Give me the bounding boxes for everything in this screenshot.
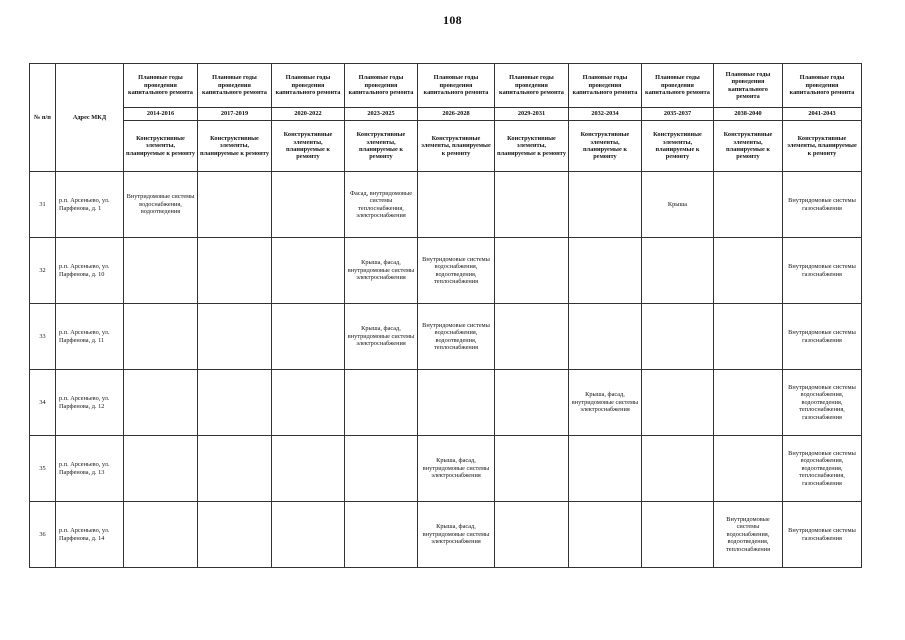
work-cell — [569, 304, 642, 370]
work-cell — [198, 172, 272, 238]
work-cell: Крыша — [642, 172, 714, 238]
header-elements: Конструктивные элементы, планируемые к ремонту — [198, 121, 272, 172]
header-planned-years: Плановые годы проведения капитального ремонта — [569, 64, 642, 108]
row-address: р.п. Арсеньево, ул. Парфенова, д. 11 — [56, 304, 124, 370]
work-cell — [124, 502, 198, 568]
work-cell — [642, 502, 714, 568]
work-cell — [345, 436, 418, 502]
work-cell — [345, 502, 418, 568]
row-number: 31 — [30, 172, 56, 238]
work-cell — [345, 370, 418, 436]
work-cell — [569, 238, 642, 304]
header-row-periods — [30, 108, 862, 121]
work-cell — [418, 172, 495, 238]
work-cell: Внутридомовые системы газоснабжения — [783, 238, 862, 304]
header-planned-years: Плановые годы проведения капитального ремонта — [642, 64, 714, 108]
work-cell: Крыша, фасад, внутридомовые системы электроснабжения — [345, 238, 418, 304]
work-cell — [495, 502, 569, 568]
work-cell: Внутридомовые системы водоснабжения, водоотведения, теплоснабжения, газоснабжения — [783, 436, 862, 502]
header-planned-years: Плановые годы проведения капитального ремонта — [783, 64, 862, 108]
work-cell — [642, 436, 714, 502]
work-cell — [418, 370, 495, 436]
header-planned-years: Плановые годы проведения капитального ремонта — [198, 64, 272, 108]
repair-schedule-table — [29, 63, 862, 568]
work-cell: Крыша, фасад, внутридомовые системы электроснабжения — [418, 436, 495, 502]
header-elements: Конструктивные элементы, планируемые к ремонту — [418, 121, 495, 172]
work-cell — [272, 304, 345, 370]
work-cell: Фасад, внутридомовые системы теплоснабжения, электроснабжения — [345, 172, 418, 238]
work-cell — [714, 304, 783, 370]
header-elements: Конструктивные элементы, планируемые к ремонту — [642, 121, 714, 172]
work-cell — [569, 502, 642, 568]
work-cell — [198, 502, 272, 568]
work-cell — [714, 436, 783, 502]
header-period: 2041-2043 — [783, 108, 862, 121]
row-address: р.п. Арсеньево, ул. Парфенова, д. 1 — [56, 172, 124, 238]
header-period: 2032-2034 — [569, 108, 642, 121]
work-cell — [495, 304, 569, 370]
work-cell — [198, 238, 272, 304]
table-row — [30, 370, 862, 436]
row-number: 34 — [30, 370, 56, 436]
table-row — [30, 436, 862, 502]
work-cell — [642, 370, 714, 436]
header-planned-years: Плановые годы проведения капитального ремонта — [124, 64, 198, 108]
header-planned-years: Плановые годы проведения капитального ремонта — [345, 64, 418, 108]
work-cell — [569, 172, 642, 238]
header-elements: Конструктивные элементы, планируемые к ремонту — [272, 121, 345, 172]
table-row — [30, 172, 862, 238]
work-cell: Внутридомовые системы водоснабжения, водоотведения, теплоснабжения — [418, 238, 495, 304]
work-cell: Внутридомовые системы водоснабжения, водоотведения — [124, 172, 198, 238]
header-row-planned-years — [30, 64, 862, 108]
header-elements: Конструктивные элементы, планируемые к ремонту — [495, 121, 569, 172]
table-body — [30, 172, 862, 568]
work-cell — [272, 172, 345, 238]
header-elements: Конструктивные элементы, планируемые к ремонту — [345, 121, 418, 172]
header-period: 2038-2040 — [714, 108, 783, 121]
row-address: р.п. Арсеньево, ул. Парфенова, д. 12 — [56, 370, 124, 436]
work-cell — [124, 304, 198, 370]
header-num: № п/п — [30, 64, 56, 172]
header-elements: Конструктивные элементы, планируемые к ремонту — [714, 121, 783, 172]
work-cell — [272, 238, 345, 304]
header-elements: Конструктивные элементы, планируемые к ремонту — [783, 121, 862, 172]
work-cell — [272, 370, 345, 436]
work-cell — [642, 238, 714, 304]
work-cell — [495, 172, 569, 238]
header-elements: Конструктивные элементы, планируемые к ремонту — [124, 121, 198, 172]
table-row — [30, 502, 862, 568]
row-number: 32 — [30, 238, 56, 304]
work-cell: Внутридомовые системы водоснабжения, водоотведения, теплоснабжения — [418, 304, 495, 370]
work-cell — [198, 436, 272, 502]
header-period: 2023-2025 — [345, 108, 418, 121]
header-elements: Конструктивные элементы, планируемые к ремонту — [569, 121, 642, 172]
header-planned-years: Плановые годы проведения капитального ремонта — [272, 64, 345, 108]
table-row — [30, 304, 862, 370]
row-address: р.п. Арсеньево, ул. Парфенова, д. 13 — [56, 436, 124, 502]
header-planned-years: Плановые годы проведения капитального ремонта — [714, 64, 783, 108]
header-planned-years: Плановые годы проведения капитального ремонта — [418, 64, 495, 108]
header-planned-years: Плановые годы проведения капитального ремонта — [495, 64, 569, 108]
table-row — [30, 238, 862, 304]
work-cell: Внутридомовые системы водоснабжения, водоотведения, теплоснабжения — [714, 502, 783, 568]
work-cell — [714, 238, 783, 304]
header-period: 2035-2037 — [642, 108, 714, 121]
header-period: 2029-2031 — [495, 108, 569, 121]
page-number: 108 — [443, 13, 462, 27]
row-address: р.п. Арсеньево, ул. Парфенова, д. 14 — [56, 502, 124, 568]
row-number: 36 — [30, 502, 56, 568]
work-cell — [495, 436, 569, 502]
row-number: 35 — [30, 436, 56, 502]
row-address: р.п. Арсеньево, ул. Парфенова, д. 10 — [56, 238, 124, 304]
work-cell — [642, 304, 714, 370]
work-cell: Крыша, фасад, внутридомовые системы электроснабжения — [418, 502, 495, 568]
work-cell — [124, 238, 198, 304]
work-cell: Крыша, фасад, внутридомовые системы электроснабжения — [345, 304, 418, 370]
header-period: 2014-2016 — [124, 108, 198, 121]
work-cell: Внутридомовые системы газоснабжения — [783, 304, 862, 370]
header-period: 2026-2028 — [418, 108, 495, 121]
work-cell — [495, 370, 569, 436]
work-cell — [569, 436, 642, 502]
work-cell — [198, 370, 272, 436]
work-cell: Крыша, фасад, внутридомовые системы электроснабжения — [569, 370, 642, 436]
work-cell — [714, 370, 783, 436]
work-cell — [272, 502, 345, 568]
work-cell — [495, 238, 569, 304]
work-cell — [198, 304, 272, 370]
work-cell — [124, 436, 198, 502]
header-period: 2020-2022 — [272, 108, 345, 121]
header-address: Адрес МКД — [56, 64, 124, 172]
work-cell: Внутридомовые системы водоснабжения, водоотведения, теплоснабжения, газоснабжения — [783, 370, 862, 436]
header-period: 2017-2019 — [198, 108, 272, 121]
work-cell — [124, 370, 198, 436]
work-cell: Внутридомовые системы газоснабжения — [783, 502, 862, 568]
work-cell — [714, 172, 783, 238]
work-cell — [272, 436, 345, 502]
header-row-elements — [30, 121, 862, 172]
row-number: 33 — [30, 304, 56, 370]
work-cell: Внутридомовые системы газоснабжения — [783, 172, 862, 238]
